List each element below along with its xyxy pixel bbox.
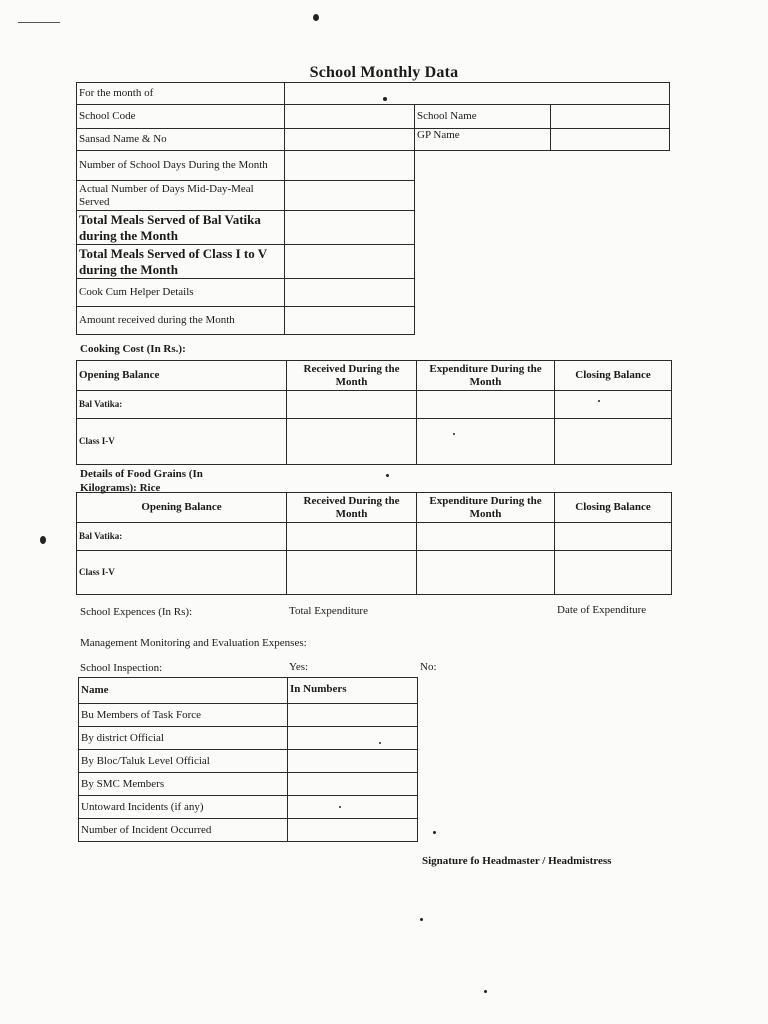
- fg-row-bal-vatika: Bal Vatika:: [77, 523, 287, 551]
- month-label: For the month of: [77, 83, 285, 105]
- fg-col-opening: Opening Balance: [77, 493, 287, 523]
- fg-col-received: Received During the Month: [287, 493, 417, 523]
- school-days-label: Number of School Days During the Month: [77, 151, 285, 181]
- school-days-cell[interactable]: [285, 151, 415, 181]
- school-expences-label: School Expences (In Rs):: [80, 606, 193, 618]
- school-info-table: [76, 82, 670, 335]
- fg-cell[interactable]: [417, 551, 555, 595]
- mdm-days-label: Actual Number of Days Mid-Day-Meal Served: [77, 181, 285, 211]
- cc-row-bal-vatika: Bal Vatika:: [77, 391, 287, 419]
- mme-label: Management Monitoring and Evaluation Expenses:: [80, 637, 307, 649]
- scan-speck: [484, 990, 487, 993]
- insp-row-label: By SMC Members: [79, 773, 288, 796]
- school-inspection-label: School Inspection:: [80, 662, 163, 674]
- insp-value-cell[interactable]: [288, 704, 418, 727]
- food-grains-heading: Details of Food Grains (In Kilograms): Rice: [80, 468, 203, 494]
- bal-vatika-meals-cell[interactable]: [285, 211, 415, 245]
- fg-col-expenditure: Expenditure During the Month: [417, 493, 555, 523]
- gp-name-label: GP Name: [415, 129, 551, 151]
- scan-speck: [40, 536, 46, 544]
- total-expenditure-label: Total Expenditure: [289, 605, 368, 617]
- insp-value-cell[interactable]: [288, 819, 418, 842]
- school-code-label: School Code: [77, 105, 285, 129]
- cc-col-received: Received During the Month: [287, 361, 417, 391]
- mdm-days-cell[interactable]: [285, 181, 415, 211]
- cooking-cost-heading: Cooking Cost (In Rs.):: [80, 343, 186, 355]
- insp-row-label: Number of Incident Occurred: [79, 819, 288, 842]
- insp-value-cell[interactable]: [288, 727, 418, 750]
- amount-label: Amount received during the Month: [77, 307, 285, 335]
- insp-row-label: By Bloc/Taluk Level Official: [79, 750, 288, 773]
- inspection-yes-label: Yes:: [289, 661, 309, 673]
- blank-area: [551, 151, 670, 336]
- insp-value-cell[interactable]: [288, 796, 418, 819]
- scan-speck: [313, 14, 319, 21]
- fg-cell[interactable]: [287, 551, 417, 595]
- amount-cell[interactable]: [285, 307, 415, 335]
- insp-row-label: By district Official: [79, 727, 288, 750]
- cc-col-expenditure: Expenditure During the Month: [417, 361, 555, 391]
- insp-row-label: Untoward Incidents (if any): [79, 796, 288, 819]
- cooking-cost-table: [76, 360, 672, 465]
- sansad-cell[interactable]: [285, 129, 415, 151]
- scan-mark-line: [18, 22, 60, 23]
- cc-cell[interactable]: [555, 391, 672, 419]
- sansad-label: Sansad Name & No: [77, 129, 285, 151]
- school-code-cell[interactable]: [285, 105, 415, 129]
- fg-cell[interactable]: [555, 523, 672, 551]
- fg-row-class: Class I-V: [77, 551, 287, 595]
- class-meals-cell[interactable]: [285, 245, 415, 279]
- scan-speck: [433, 831, 436, 834]
- blank-area: [415, 151, 551, 336]
- school-name-cell[interactable]: [551, 105, 670, 129]
- cc-col-opening: Opening Balance: [77, 361, 287, 391]
- class-meals-label: Total Meals Served of Class I to V during the Month: [77, 245, 285, 279]
- school-name-label: School Name: [415, 105, 551, 129]
- fg-cell[interactable]: [555, 551, 672, 595]
- insp-col-name: Name: [79, 678, 288, 704]
- inspection-table: [78, 677, 418, 842]
- cook-cell[interactable]: [285, 279, 415, 307]
- cc-row-class: Class I-V: [77, 419, 287, 465]
- page-title: School Monthly Data: [309, 64, 459, 81]
- scan-speck: [420, 918, 423, 921]
- inspection-no-label: No:: [420, 661, 437, 673]
- scan-speck: [386, 474, 389, 477]
- date-of-expenditure-label: Date of Expenditure: [557, 604, 647, 616]
- cc-col-closing: Closing Balance: [555, 361, 672, 391]
- cc-cell[interactable]: [417, 419, 555, 465]
- signature-label: Signature fo Headmaster / Headmistress: [422, 855, 612, 867]
- insp-col-numbers: In Numbers: [288, 678, 418, 704]
- bal-vatika-meals-label: Total Meals Served of Bal Vatika during the Month: [77, 211, 285, 245]
- cc-cell[interactable]: [417, 391, 555, 419]
- insp-value-cell[interactable]: [288, 773, 418, 796]
- fg-col-closing: Closing Balance: [555, 493, 672, 523]
- fg-cell[interactable]: [417, 523, 555, 551]
- month-value-cell[interactable]: [285, 83, 670, 105]
- insp-value-cell[interactable]: [288, 750, 418, 773]
- cc-cell[interactable]: [555, 419, 672, 465]
- cook-label: Cook Cum Helper Details: [77, 279, 285, 307]
- fg-cell[interactable]: [287, 523, 417, 551]
- cc-cell[interactable]: [287, 391, 417, 419]
- gp-name-cell[interactable]: [551, 129, 670, 151]
- food-grains-table: [76, 492, 672, 595]
- insp-row-label: Bu Members of Task Force: [79, 704, 288, 727]
- cc-cell[interactable]: [287, 419, 417, 465]
